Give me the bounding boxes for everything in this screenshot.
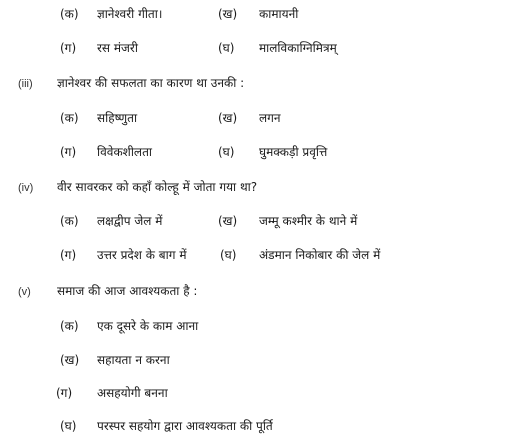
option-a-text: ज्ञानेश्वरी गीता। bbox=[97, 7, 163, 21]
question-text: ज्ञानेश्वर की सफलता का कारण था उनकी : bbox=[57, 76, 245, 90]
option-d-label: (घ) bbox=[60, 419, 77, 433]
option-c-label: (ग) bbox=[60, 41, 77, 55]
option-d-text: मालविकाग्निमित्रम् bbox=[259, 41, 337, 55]
option-a-text: सहिष्णुता bbox=[97, 111, 138, 125]
option-d-label: (घ) bbox=[218, 145, 235, 159]
option-d-text: परस्पर सहयोग द्वारा आवश्यकता की पूर्ति bbox=[97, 419, 273, 433]
option-b-label: (ख) bbox=[218, 214, 238, 228]
option-a-label: (क) bbox=[60, 319, 79, 333]
option-b-label: (ख) bbox=[218, 7, 238, 21]
option-b-text: जम्मू कश्मीर के थाने में bbox=[259, 214, 358, 228]
question-number: (iii) bbox=[18, 78, 33, 90]
option-b-text: सहायता न करना bbox=[97, 353, 170, 367]
option-d-label: (घ) bbox=[220, 248, 237, 262]
option-c-text: असहयोगी बनना bbox=[97, 386, 168, 400]
question-text: वीर सावरकर को कहाँ कोल्हू में जोता गया था? bbox=[57, 180, 258, 194]
option-c-label: (ग) bbox=[60, 145, 77, 159]
option-d-text: अंडमान निकोबार की जेल में bbox=[259, 248, 381, 262]
option-a-label: (क) bbox=[60, 7, 79, 21]
option-b-label: (ख) bbox=[218, 111, 238, 125]
option-c-label: (ग) bbox=[60, 248, 77, 262]
option-a-text: एक दूसरे के काम आना bbox=[97, 319, 199, 333]
option-c-text: उत्तर प्रदेश के बाग में bbox=[97, 248, 187, 262]
option-b-text: लगन bbox=[259, 111, 281, 125]
option-a-text: लक्षद्वीप जेल में bbox=[97, 214, 163, 228]
option-c-label: (ग) bbox=[56, 386, 73, 400]
option-a-label: (क) bbox=[60, 214, 79, 228]
option-a-label: (क) bbox=[60, 111, 79, 125]
option-b-text: कामायनी bbox=[259, 7, 299, 21]
option-c-text: विवेकशीलता bbox=[97, 145, 153, 159]
question-number: (iv) bbox=[18, 182, 34, 194]
question-number: (v) bbox=[18, 286, 31, 298]
option-d-label: (घ) bbox=[218, 41, 235, 55]
option-b-label: (ख) bbox=[60, 353, 80, 367]
option-d-text: घुमक्कड़ी प्रवृत्ति bbox=[259, 145, 328, 159]
question-text: समाज की आज आवश्यकता है : bbox=[57, 284, 198, 298]
option-c-text: रस मंजरी bbox=[97, 41, 138, 55]
